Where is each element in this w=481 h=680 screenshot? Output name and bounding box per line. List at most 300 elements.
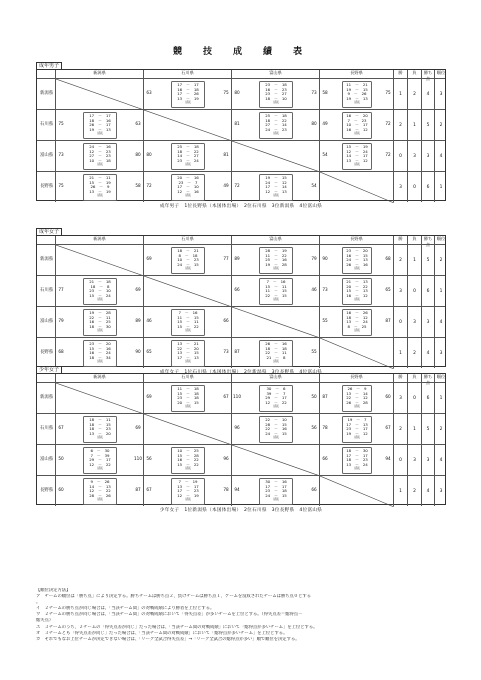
match-cell	[143, 445, 231, 475]
period-score: 30 － 6	[266, 386, 286, 391]
diagonal-slash	[56, 383, 144, 414]
overtime-label: 延長	[273, 100, 279, 105]
period-score: 27 － 23	[89, 153, 111, 159]
column-header: 長野県	[319, 70, 393, 78]
score-right: 87	[385, 318, 391, 323]
period-score: 23 － 27	[265, 91, 287, 97]
period-score: 23 － 20	[89, 341, 111, 346]
match-cell	[143, 172, 231, 202]
period-score: 15 － 13	[346, 288, 368, 294]
period-score: 23 － 10	[89, 288, 111, 294]
period-score: 18 － 11	[89, 417, 111, 422]
period-score: 14 － 13	[89, 483, 111, 489]
period-score: 9 － 26	[90, 479, 110, 484]
period-score: 23 － 18	[177, 395, 199, 401]
match-cell	[55, 414, 143, 444]
score-left: 67	[146, 487, 152, 492]
period-scores	[171, 174, 205, 201]
overtime-label: 延長	[354, 162, 360, 167]
match-cell	[55, 172, 143, 202]
result-section	[36, 63, 446, 209]
team-wins: 0	[393, 141, 407, 171]
match-cell	[319, 338, 393, 368]
overtime-label: 延長	[97, 297, 103, 302]
score-left: 65	[146, 349, 152, 354]
result-section	[36, 367, 446, 513]
period-score: 10 － 23	[177, 257, 199, 263]
period-score: 26 － 9	[90, 184, 110, 190]
team-wins: 3	[393, 172, 407, 202]
team-wins: 3	[393, 383, 407, 413]
overtime-label: 延長	[185, 162, 191, 167]
overtime-label: 延長	[97, 131, 103, 136]
period-score: 25 － 18	[177, 144, 199, 149]
period-score: 19 － 15	[265, 175, 287, 180]
period-score: 15 － 22	[177, 323, 199, 329]
period-score: 15 － 18	[177, 390, 199, 396]
period-score: 13 － 14	[346, 390, 368, 396]
overtime-label: 延長	[354, 297, 360, 302]
team-points: 5	[421, 414, 434, 444]
team-points: 6	[421, 172, 434, 202]
team-rank: 3	[434, 476, 447, 506]
score-left: 49	[322, 121, 328, 126]
period-score: 24 － 15	[265, 492, 287, 498]
score-left: 87	[234, 349, 240, 354]
score-left: 50	[58, 456, 64, 461]
section-label: 成年男子	[36, 62, 62, 70]
team-points: 3	[421, 307, 434, 337]
overtime-label: 延長	[97, 328, 103, 333]
score-right: 66	[223, 318, 229, 323]
period-scores	[259, 478, 293, 505]
period-score: 10 － 17	[346, 122, 368, 128]
overtime-label: 延長	[185, 328, 191, 333]
score-left: 69	[146, 394, 152, 399]
score-left: 60	[58, 487, 64, 492]
team-wins: 1	[393, 476, 407, 506]
overtime-label: 延長	[273, 497, 279, 502]
period-score: 15 － 11	[265, 283, 287, 289]
period-score: 16 － 26	[346, 310, 368, 315]
diagonal-slash	[320, 476, 394, 507]
period-score: 13 － 24	[346, 319, 368, 325]
final-standing: 少年女子 1位新潟県（本国体出場） 2位石川県 3位長野県 4位富山県	[159, 508, 323, 513]
period-score: 17 － 17	[177, 82, 199, 87]
diagonal-slash	[320, 172, 394, 203]
column-header: 勝	[393, 236, 407, 244]
score-right: 73	[223, 349, 229, 354]
team-points: 6	[421, 276, 434, 306]
score-right: 81	[223, 152, 229, 157]
team-rank: 2	[434, 414, 447, 444]
table-row	[37, 382, 445, 413]
table-row	[37, 171, 445, 202]
period-score: 12 － 24	[346, 148, 368, 154]
team-losses: 3	[407, 141, 421, 171]
score-right: 89	[135, 318, 141, 323]
period-score: 8 － 25	[347, 323, 367, 329]
note-line: 。	[36, 600, 41, 606]
column-header: 石川県	[143, 70, 231, 78]
period-score: 30 － 16	[265, 479, 287, 484]
period-score: 26 － 16	[265, 341, 287, 346]
team-wins: 2	[393, 110, 407, 140]
score-right: 87	[135, 487, 141, 492]
score-right: 80	[311, 121, 317, 126]
period-scores	[259, 247, 293, 274]
team-name: 石川県	[40, 121, 54, 127]
period-score: 22 － 12	[346, 395, 368, 401]
score-left: 87	[322, 394, 328, 399]
note-line: イ ２チームの勝ち点が同じ場合は、「当該チーム間」の対戦成績により勝者を上位とする。	[36, 606, 215, 612]
period-score: 18 － 23	[89, 426, 111, 432]
period-score: 15 － 24	[89, 292, 111, 298]
period-scores	[259, 340, 293, 367]
match-cell	[319, 383, 393, 413]
match-cell	[143, 245, 231, 275]
period-score: 15 － 16	[89, 345, 111, 351]
note-line: ウ ２チームの勝ち点が同じ場合は、「当該チーム間」の対戦成績において「得失点差」が多いチームを上位とする。（得失点差＝総得点－	[36, 612, 303, 618]
period-score: 18 － 30	[89, 323, 111, 329]
final-standing: 成年女子 1位石川県（本国体出場） 2位新潟県 3位長野県 4位富山県	[159, 370, 323, 375]
period-score: 24 － 15	[177, 261, 199, 267]
period-score: 13 － 20	[89, 430, 111, 436]
column-header: 勝	[393, 374, 407, 382]
match-cell	[231, 307, 319, 337]
team-name: 長野県	[40, 349, 54, 355]
score-right: 69	[135, 425, 141, 430]
match-cell	[319, 79, 393, 109]
score-right: 46	[311, 287, 317, 292]
period-score: 26 － 9	[347, 386, 367, 391]
period-score: 18 － 8	[90, 283, 110, 289]
diagonal-slash	[320, 338, 394, 369]
header-row	[37, 70, 446, 81]
period-score: 7 － 19	[178, 479, 198, 484]
score-right: 110	[134, 456, 142, 461]
period-score: 25 － 16	[265, 257, 287, 263]
period-score: 17 － 23	[177, 488, 199, 494]
score-right: 78	[223, 487, 229, 492]
overtime-label: 延長	[273, 193, 279, 198]
note-line: 総失点）	[36, 618, 54, 624]
team-name: 富山県	[40, 456, 54, 462]
period-scores	[342, 112, 372, 139]
column-header: 勝ち点	[421, 374, 434, 382]
period-score: 20 － 15	[177, 399, 199, 405]
period-score: 22 － 11	[89, 314, 111, 320]
period-scores	[171, 447, 205, 474]
period-score: 16 － 15	[346, 252, 368, 258]
score-right: 77	[223, 256, 229, 261]
table-row	[37, 78, 445, 109]
period-score: 11 － 22	[265, 252, 287, 258]
score-left: 69	[146, 256, 152, 261]
period-score: 12 － 22	[89, 461, 111, 467]
period-score: 7 － 23	[347, 117, 367, 123]
period-score: 17 － 17	[346, 452, 368, 458]
overtime-label: 延長	[97, 497, 103, 502]
score-left: 77	[58, 287, 64, 292]
match-cell	[143, 414, 231, 444]
team-losses: 1	[407, 245, 421, 275]
period-score: 7 － 16	[178, 310, 198, 315]
period-score: 21 － 13	[346, 279, 368, 284]
score-left: 81	[234, 121, 240, 126]
period-score: 22 － 16	[265, 426, 287, 432]
table-row	[37, 444, 445, 475]
team-rank: 4	[434, 307, 447, 337]
match-cell	[231, 141, 319, 171]
period-score: 18 － 22	[265, 117, 287, 123]
period-score: 10 － 25	[177, 448, 199, 453]
column-header: 新潟県	[55, 236, 143, 244]
column-header: 新潟県	[55, 374, 143, 382]
team-name: 長野県	[40, 487, 54, 493]
team-rank: 1	[434, 172, 447, 202]
score-right: 49	[223, 183, 229, 188]
period-score: 19 － 28	[89, 310, 111, 315]
match-cell	[55, 307, 143, 337]
score-left: 58	[322, 90, 328, 95]
period-score: 11 － 15	[265, 288, 287, 294]
match-cell	[319, 476, 393, 506]
score-right: 80	[135, 152, 141, 157]
team-losses: 0	[407, 172, 421, 202]
score-left: 72	[146, 183, 152, 188]
period-score: 29 － 17	[265, 395, 287, 401]
table-row	[37, 109, 445, 140]
team-losses: 2	[407, 79, 421, 109]
match-cell	[143, 276, 231, 306]
column-header: 負	[407, 236, 421, 244]
match-cell	[231, 445, 319, 475]
column-header: 順位	[434, 70, 447, 78]
overtime-label: 延長	[185, 100, 191, 105]
period-score: 28 － 19	[265, 248, 287, 253]
period-score: 23 － 24	[177, 157, 199, 163]
period-score: 13 － 15	[177, 350, 199, 356]
period-score: 21 － 8	[266, 354, 286, 360]
results-table	[36, 235, 446, 367]
period-scores	[342, 416, 372, 443]
period-scores	[83, 340, 117, 367]
score-left: 79	[58, 318, 64, 323]
period-score: 16 － 24	[89, 350, 111, 356]
period-scores	[259, 112, 293, 139]
overtime-label: 延長	[97, 435, 103, 440]
period-score: 21 － 11	[89, 175, 111, 180]
team-losses: 0	[407, 383, 421, 413]
match-cell	[231, 245, 319, 275]
column-header: 富山県	[231, 236, 319, 244]
overtime-label: 延長	[273, 131, 279, 136]
diagonal-slash	[144, 414, 232, 445]
team-name: 新潟県	[40, 256, 54, 262]
match-cell	[319, 141, 393, 171]
team-rank: 3	[434, 79, 447, 109]
overtime-label: 延長	[354, 466, 360, 471]
result-section	[36, 229, 446, 375]
period-score: 13 － 21	[177, 341, 199, 346]
team-wins: 2	[393, 245, 407, 275]
score-right: 58	[135, 183, 141, 188]
period-score: 11 － 15	[177, 314, 199, 320]
score-left: 72	[234, 183, 240, 188]
overtime-label: 延長	[97, 466, 103, 471]
period-score: 23 － 7	[178, 179, 198, 185]
period-score: 15 － 19	[346, 144, 368, 149]
period-score: 17 － 10	[177, 184, 199, 190]
score-left: 89	[234, 256, 240, 261]
score-right: 90	[135, 349, 141, 354]
period-score: 17 － 13	[346, 421, 368, 427]
team-rank: 4	[434, 445, 447, 475]
team-points: 4	[421, 338, 434, 368]
period-score: 12 － 22	[265, 399, 287, 405]
period-score: 17 － 14	[265, 184, 287, 190]
score-left: 66	[234, 287, 240, 292]
score-right: 56	[311, 425, 317, 430]
period-score: 16 － 23	[265, 86, 287, 92]
period-scores	[259, 385, 293, 412]
results-table	[36, 373, 446, 505]
period-score: 24 － 12	[265, 179, 287, 185]
team-wins: 3	[393, 276, 407, 306]
overtime-label: 延長	[354, 435, 360, 440]
team-rank: 3	[434, 338, 447, 368]
period-score: 26 － 17	[89, 122, 111, 128]
match-cell	[319, 307, 393, 337]
period-score: 7 － 16	[266, 279, 286, 284]
column-header: 負	[407, 70, 421, 78]
period-score: 19 － 7	[347, 417, 367, 422]
overtime-label: 延長	[354, 266, 360, 271]
period-score: 16 － 18	[177, 86, 199, 92]
period-score: 26 － 16	[346, 261, 368, 267]
period-score: 23 － 18	[265, 488, 287, 494]
period-score: 19 － 15	[346, 86, 368, 92]
overtime-label: 延長	[97, 162, 103, 167]
score-right: 67	[223, 394, 229, 399]
team-losses: 3	[407, 307, 421, 337]
column-header: 富山県	[231, 70, 319, 78]
team-name: 長野県	[40, 183, 54, 189]
period-score: 22 － 20	[177, 345, 199, 351]
team-rank: 4	[434, 141, 447, 171]
period-score: 28 － 15	[265, 421, 287, 427]
period-score: 10 － 18	[89, 157, 111, 163]
column-header: 長野県	[319, 236, 393, 244]
column-header: 順位	[434, 236, 447, 244]
score-left: 94	[234, 487, 240, 492]
match-cell	[143, 383, 231, 413]
diagonal-slash	[56, 245, 144, 276]
team-wins: 0	[393, 307, 407, 337]
score-right: 72	[385, 152, 391, 157]
period-score: 18 － 15	[89, 421, 111, 427]
score-right: 75	[223, 90, 229, 95]
header-row	[37, 236, 446, 247]
period-scores	[342, 143, 372, 170]
period-score: 28 － 26	[89, 492, 111, 498]
team-rank: 2	[434, 245, 447, 275]
column-header: 勝ち点	[421, 70, 434, 78]
score-left: 63	[146, 90, 152, 95]
match-cell	[319, 172, 393, 202]
overtime-label: 延長	[97, 359, 103, 364]
diagonal-slash	[232, 141, 320, 172]
team-losses: 1	[407, 110, 421, 140]
period-score: 23 － 20	[346, 248, 368, 253]
score-right: 50	[311, 394, 317, 399]
match-cell	[231, 383, 319, 413]
match-cell	[143, 79, 231, 109]
team-name: 石川県	[40, 425, 54, 431]
period-scores	[342, 309, 372, 336]
period-score: 14 － 27	[177, 153, 199, 159]
period-scores	[171, 143, 205, 170]
score-left: 110	[233, 394, 241, 399]
overtime-label: 延長	[97, 193, 103, 198]
score-left: 46	[146, 318, 152, 323]
overtime-label: 延長	[273, 404, 279, 409]
overtime-label: 延長	[273, 359, 279, 364]
period-score: 12 － 13	[265, 188, 287, 194]
period-score: 19 － 13	[346, 95, 368, 101]
period-score: 24 － 16	[89, 144, 111, 149]
score-right: 67	[385, 425, 391, 430]
period-score: 20 － 16	[177, 175, 199, 180]
score-right: 96	[223, 456, 229, 461]
period-score: 25 － 18	[265, 113, 287, 118]
results-table	[36, 69, 446, 201]
team-points: 5	[421, 245, 434, 275]
overtime-label: 延長	[354, 328, 360, 333]
overtime-label: 延長	[185, 193, 191, 198]
period-score: 15 － 22	[177, 461, 199, 467]
period-score: 15 － 11	[177, 319, 199, 325]
period-score: 11 － 18	[177, 386, 199, 391]
table-row	[37, 140, 445, 171]
score-right: 65	[385, 287, 391, 292]
note-line: ア チームの順位は「勝ち点」により決定する。勝ちチームは勝ち点２、負けチームは勝ち点１、ゲームを没収されたチームは勝ち点０とする	[36, 594, 311, 600]
period-score: 19 － 12	[346, 430, 368, 436]
team-wins: 1	[393, 79, 407, 109]
team-points: 6	[421, 383, 434, 413]
period-scores	[171, 385, 205, 412]
period-scores	[342, 278, 372, 305]
period-scores	[171, 81, 205, 108]
score-right: 79	[311, 256, 317, 261]
match-cell	[231, 476, 319, 506]
period-score: 17 － 13	[177, 354, 199, 360]
period-score: 18 － 18	[265, 345, 287, 351]
match-cell	[319, 245, 393, 275]
score-right: 63	[135, 121, 141, 126]
period-score: 24 － 15	[265, 430, 287, 436]
period-score: 16 － 22	[177, 457, 199, 463]
column-header: 負	[407, 374, 421, 382]
team-wins: 1	[393, 338, 407, 368]
period-scores	[259, 278, 293, 305]
team-name: 富山県	[40, 318, 54, 324]
match-cell	[231, 110, 319, 140]
period-score: 18 － 34	[89, 354, 111, 360]
note-line: オ ３チームとも「得失点差が同じ」だった場合は、「当該チーム間の対戦成績」において「総得点が多いチーム」を上位とする。	[36, 630, 288, 636]
team-losses: 0	[407, 276, 421, 306]
